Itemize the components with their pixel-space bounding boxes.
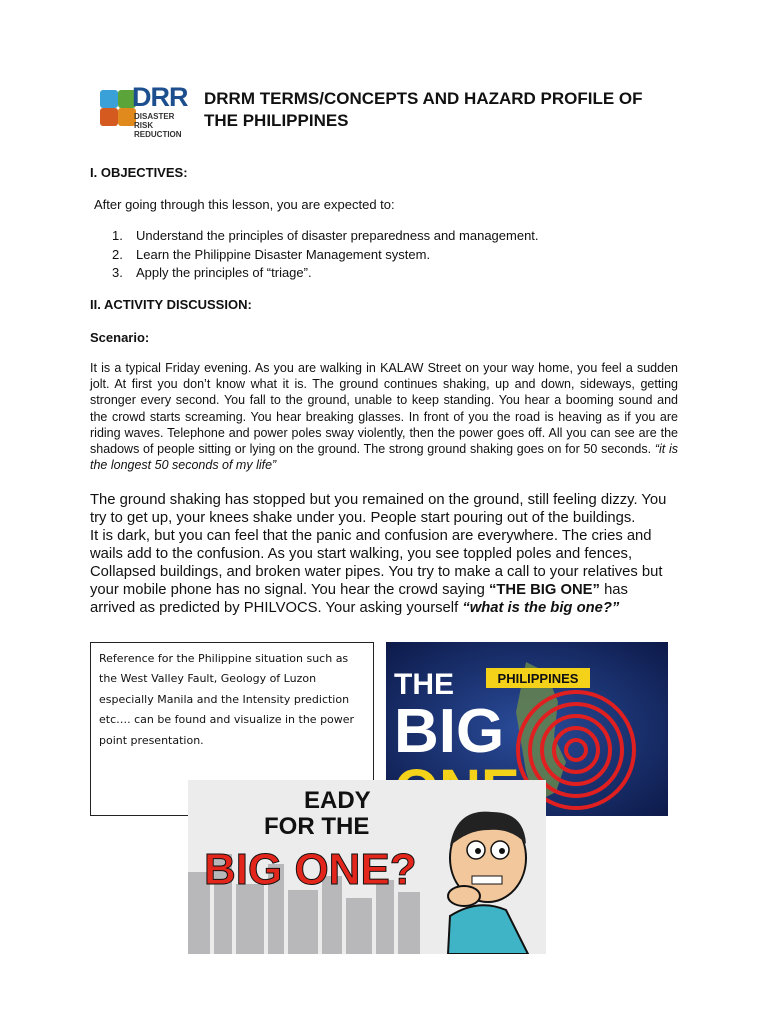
page-title: DRRM TERMS/CONCEPTS AND HAZARD PROFILE OF THE PHILIPPINES	[204, 89, 643, 130]
fire-icon	[100, 108, 118, 126]
scenario-label: Scenario:	[90, 330, 150, 345]
objectives-intro: After going through this lesson, you are expected to:	[94, 197, 395, 212]
objectives-heading: I. OBJECTIVES:	[90, 165, 188, 180]
worried-man-icon	[448, 812, 528, 954]
scenario-paragraph: It is a typical Friday evening. As you are walking in KALAW Street on your way home, you feel a sudden jolt. At first you don’t know what it is. The ground continues shaking, up and down, sideways, getting stronger every second. You fall to the ground, unable to keep standing. You hear a booming sound and the crowd starts screaming. You hear breaking glasses. In front of you the road is heaving as if you are riding waves. Telephone and power poles sway violently, then the power goes off. All you can see are the shadows of people sitting or lying on the ground. The strong ground shaking goes on for 50 seconds. “it is the longest 50 seconds of my life”	[90, 361, 678, 473]
logo-text: DRR	[132, 82, 188, 112]
big-one-question-text: BIG ONE?	[204, 845, 417, 894]
objectives-list	[112, 227, 672, 283]
water-icon	[100, 90, 118, 108]
list-item: 2. Learn the Philippine Disaster Management system.	[112, 246, 431, 262]
the-text: THE	[394, 668, 454, 701]
big-text: BIG	[394, 697, 505, 766]
list-item: 1. Understand the principles of disaster preparedness and management.	[112, 228, 539, 243]
list-item: 3. Apply the principles of “triage”.	[112, 265, 312, 280]
drr-logo	[80, 72, 206, 150]
ready-text: EADY	[304, 787, 371, 814]
ready-for-big-one-image	[188, 780, 546, 954]
reference-text: Reference for the Philippine situation such as the West Valley Fault, Geology of Luzon especially Manila and the Intensity prediction etc…. can be found and visualize in the power point presentation.	[99, 652, 355, 747]
activity-heading: II. ACTIVITY DISCUSSION:	[90, 297, 252, 312]
scenario-paragraph-2: The ground shaking has stopped but you remained on the ground, still feeling dizzy. You try to get up, your knees shake under you. People start pouring out of the buildings. It is dark, but you can feel that the panic and confusion are everywhere. The cries and wails add to the confusion. As you start walking, you see toppled poles and fences, Collapsed buildings, and broken water pipes. You try to make a call to your relatives but your mobile phone has no signal. You hear the crowd saying “THE BIG ONE” has arrived as predicted by PHILVOCS. Your asking yourself “what is the big one?”	[90, 492, 667, 616]
for-the-text: FOR THE	[264, 813, 370, 840]
cartoon-graphic	[188, 780, 546, 954]
country-label: PHILIPPINES	[497, 671, 579, 686]
logo-subtext: DISASTER RISK REDUCTION	[134, 112, 182, 139]
